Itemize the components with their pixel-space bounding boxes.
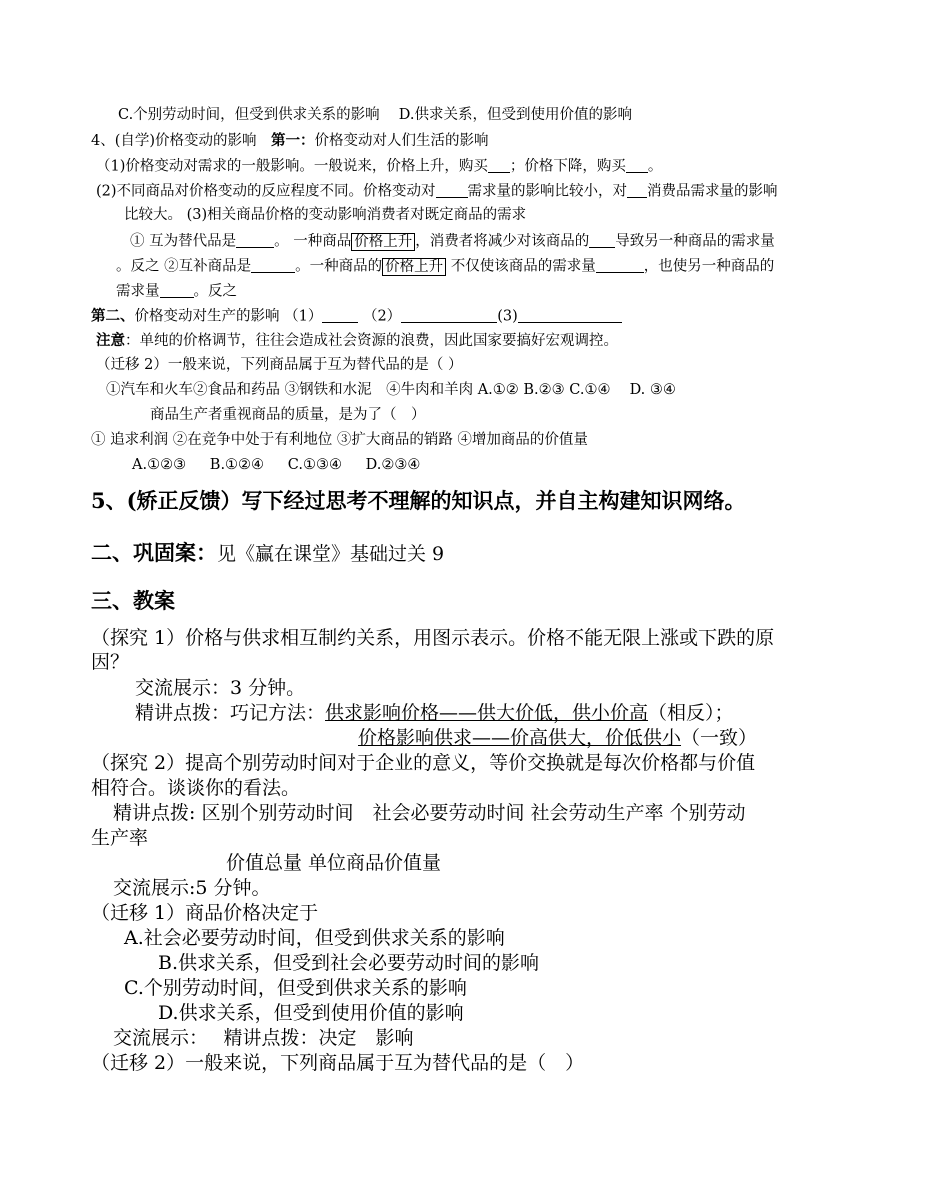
distinguish-line-1 [113,802,746,825]
option-line-c-d [118,107,632,124]
fill-blank[interactable] [436,182,468,198]
fill-blank[interactable] [401,307,497,323]
quality-statements [91,432,588,449]
text: 生产率 [91,827,149,849]
text: 商品生产者重视商品的质量，是为了（ ） [150,407,426,423]
fill-blank[interactable] [160,282,194,298]
text: （一致） [681,727,758,749]
tip-line-2 [358,727,757,750]
text: 交流展示:5 分钟。 [113,877,271,899]
text: ，也使另一种商品的 [643,258,775,275]
text: 不仅使该商品的需求量 [446,258,596,275]
bold-label: 第二、 [91,307,135,325]
text: （迁移 2）一般来说，下列商品属于互为替代品的是（ ） [91,1052,585,1074]
text: （相反）； [648,702,734,724]
text: C.个别劳动时间，但受到供求关系的影响 D.供求关系，但受到使用价值的影响 [118,107,633,123]
fill-blank[interactable] [488,157,510,173]
text: 见《赢在课堂》基础过关 9 [217,543,445,565]
text: B.供求关系，但受到社会必要劳动时间的影响 [158,952,540,974]
production-effect-line [91,307,622,326]
text: ①汽车和火车②食品和药品 ③钢铁和水泥 ④牛肉和羊肉 A.①② B.②③ C.①④ D. ③④ [106,382,676,398]
text: 价值总量 单位商品价值量 [226,852,442,874]
transfer-2-options [106,382,676,399]
transfer-2-question [96,357,462,374]
text: 。反之 [193,283,237,300]
text: A.①②③ B.①②④ C.①③④ D.②③④ [132,457,421,473]
text: 需求量 [116,283,160,300]
text: ，消费者将减少对该商品的 [415,233,590,250]
transfer-1-option-c [124,977,467,1000]
text: 交流展示：3 分钟。 [135,677,306,699]
bold-label: 注意 [96,332,125,349]
fill-blank[interactable] [589,232,615,248]
text: 相符合。谈谈你的看法。 [91,777,301,799]
transfer-1-question [91,902,318,925]
section-lesson-plan [91,588,175,613]
fill-blank[interactable] [627,182,647,198]
text: 。反之 ②互补商品是 [116,258,252,275]
text: ；价格下降，购买 [509,158,626,175]
boxed-term: 价格上升 [351,233,415,251]
text: 三、教案 [91,588,175,613]
text: 。 一种商品 [274,233,352,250]
text: (3) [497,308,518,325]
text: （1)价格变动对需求的一般影响。一般说来，价格上升，购买 [96,158,488,175]
text: 。 [647,158,663,175]
text: 需求量的影响比较小，对 [467,183,628,200]
text: A.社会必要劳动时间，但受到供求关系的影响 [124,927,505,949]
transfer-1-option-a [124,927,505,950]
inquiry-2-line-2 [91,777,300,800]
value-terms [226,852,441,875]
text: 4、(自学)价格变动的影响 [91,133,257,149]
text: 价格变动对人们生活的影响 [314,133,489,149]
text: （2） [358,308,402,325]
fill-blank[interactable] [236,232,274,248]
text: ① 追求利润 ②在竞争中处于有利地位 ③扩大商品的销路 ④增加商品的价值量 [91,432,588,448]
text: （迁移 2）一般来说，下列商品属于互为替代品的是（ ） [96,357,463,373]
bold-label: 二、巩固案： [91,540,217,565]
quality-options [132,457,420,474]
related-goods-line [124,207,526,224]
exchange-display-3min [135,677,305,700]
text: 价格变动对生产的影响 （1） [134,308,323,325]
section-5-heading [91,488,746,513]
demand-quantity-line [116,282,237,301]
underlined-text: 价格影响供求——价高供大，价低供小 [358,727,682,749]
section-consolidation [91,540,444,566]
transfer-1-option-b [158,952,539,975]
text: ① 互为替代品是 [130,233,237,250]
fill-blank[interactable] [251,257,295,273]
text: C.个别劳动时间，但受到供求关系的影响 [124,977,467,999]
inquiry-2-line-1 [91,752,755,775]
text: 精讲点拨：巧记方法： [135,702,326,724]
text: ：单纯的价格调节，往往会造成社会资源的浪费，因此国家要搞好宏观调控。 [125,333,618,349]
text: (2)不同商品对价格变动的反应程度不同。价格变动对 [96,183,436,200]
text: 交流展示： 精讲点拨：决定 影响 [113,1027,414,1049]
text: 精讲点拨: 区别个别劳动时间 社会必要劳动时间 社会劳动生产率 个别劳动 [113,802,746,824]
text: （探究 2）提高个别劳动时间对于企业的意义，等价交换就是每次价格都与价值 [91,752,756,774]
inquiry-1-line-1 [91,627,774,650]
tip-line-1 [135,702,734,725]
transfer-2-question-repeat [91,1052,584,1075]
note-line [96,332,618,350]
text: （探究 1）价格与供求相互制约关系，用图示表示。价格不能无限上涨或下跌的原 [91,627,775,649]
fill-blank[interactable] [518,307,622,323]
text: 5、(矫正反馈）写下经过思考不理解的知识点，并自主构建知识网络。 [91,488,746,513]
text: 消费品需求量的影响 [647,183,778,200]
exchange-display-5min [113,877,271,900]
section-4-heading [91,132,489,150]
bold-label: 第一： [271,132,315,149]
complements-line [116,257,774,276]
transfer-1-option-d [158,1002,464,1025]
text: 比较大。 (3)相关商品价格的变动影响消费者对既定商品的需求 [124,207,527,223]
text: 。一种商品的 [295,258,383,275]
substitutes-line [130,232,775,251]
text: 导致另一种商品的需求量 [615,233,775,250]
text: 因？ [91,651,130,673]
fill-blank[interactable] [626,157,648,173]
inquiry-1-line-2 [91,651,129,674]
demand-general-line [96,157,662,176]
text: D.供求关系，但受到使用价值的影响 [158,1002,464,1024]
fill-blank[interactable] [322,307,358,323]
distinguish-line-2 [91,827,148,850]
quality-question [150,407,426,424]
fill-blank[interactable] [596,257,644,273]
boxed-term: 价格上升 [382,258,446,276]
demand-difference-line [96,182,778,201]
underlined-text: 供求影响价格——供大价低，供小价高 [325,702,649,724]
text: （迁移 1）商品价格决定于 [91,902,319,924]
exchange-and-tip [113,1027,414,1050]
